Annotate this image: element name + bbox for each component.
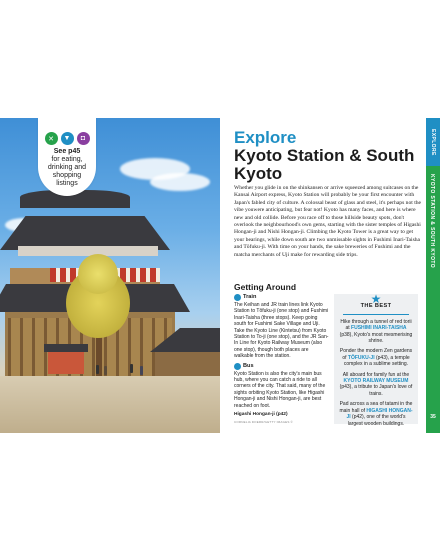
best-item-text: Hike through a tunnel of red torii at bbox=[340, 318, 412, 332]
see-line: for eating, bbox=[51, 156, 83, 163]
getting-around-column bbox=[234, 294, 329, 425]
the-best-title: THE BEST bbox=[360, 303, 392, 310]
bus-subheading: Bus bbox=[243, 362, 254, 369]
book-spread bbox=[0, 118, 440, 433]
photo-credit: CORNELIA DOERR/GETTY IMAGES © bbox=[234, 419, 293, 424]
shopping-bag-icon: ◘ bbox=[77, 132, 90, 145]
bus-icon bbox=[234, 363, 241, 370]
best-item-link[interactable]: FUSHIMI INARI-TAISHA bbox=[351, 325, 407, 332]
star-icon: ★ bbox=[370, 292, 382, 306]
tab-region-label: KYOTO STATION & SOUTH KYOTO bbox=[429, 174, 435, 269]
cocktail-icon: ▼ bbox=[61, 132, 74, 145]
best-item-link[interactable]: HIGASHI HONGAN-JI bbox=[346, 407, 413, 421]
tab-explore[interactable] bbox=[426, 118, 440, 166]
best-item-text: All aboard for family fun at the bbox=[342, 371, 410, 378]
best-item bbox=[334, 348, 418, 367]
best-item bbox=[334, 372, 418, 398]
train-icon bbox=[234, 294, 241, 301]
tab-explore-label: EXPLORE bbox=[430, 128, 436, 156]
train-text: The Keihan and JR train lines link Kyoto Station to Tōfuku-ji (one stop) and Fushimi Inari-Taisha (three stops). Keep going south for Fushimi Sake Village and Uji. Take the Kyoto Line (Kintetsu) from Kyoto Station to To-ji (one stop), and the JR San-In Line for Kyoto Railway Museum (also one stop), though both places are walkable from the station. bbox=[234, 302, 329, 360]
best-item bbox=[334, 319, 418, 345]
best-item-link[interactable]: TŌFUKU-JI bbox=[347, 354, 375, 361]
train-subheading: Train bbox=[243, 294, 257, 301]
see-line: listings bbox=[56, 180, 78, 187]
see-line: shopping bbox=[52, 172, 82, 179]
page-number: 35 bbox=[430, 414, 436, 420]
best-item-text: (p43), a tribute to Japan's love of trains. bbox=[339, 384, 413, 397]
see-reference-box bbox=[38, 118, 96, 196]
cutlery-icon: ✕ bbox=[45, 132, 58, 145]
getting-around-heading: Getting Around bbox=[234, 282, 297, 292]
intro-paragraph: Whether you glide in on the shinkansen or arrive squeezed among suitcases on the Kansai Airport express, Kyoto Station will probably be your first encounter with Japan's fabled city of culture. A colossal beast of glass and steel, it's perhaps not the vibe youwere anticipating, but fear not! Kyoto has many faces, and here is where new and old collide. Before you race off to those hillside beauty spots, don't overlook the neighbourhood's own gems, starting with the sister temples of Higashi Hongan-ji and Nishi Hongan-ji. Climbing the Kyoto Tower is a great way to get your bearings, while down south are two unmissable sights in Fushimi Inari-Taisha and Tōfuku-ji. With time on your hands, the sake breweries of Fushimi and the matcha merchants of Uji make for rewarding side trips. bbox=[234, 185, 422, 258]
best-item-text: Pad across a sea of tatami in the main hall of bbox=[339, 401, 413, 414]
best-item-text: (p43), a temple complex in a sublime setting. bbox=[343, 354, 410, 368]
page-title: Kyoto Station & South Kyoto bbox=[234, 146, 415, 183]
temple-photo bbox=[0, 118, 220, 433]
see-page-ref[interactable]: See p45 bbox=[53, 148, 81, 155]
best-item bbox=[334, 401, 418, 427]
best-item-text: Ponder the modern Zen gardens of bbox=[339, 348, 413, 361]
best-item-text: (p42), one of the world's largest wooden buildings. bbox=[347, 414, 406, 427]
tab-region[interactable] bbox=[426, 166, 440, 433]
explore-heading: Explore bbox=[234, 128, 297, 147]
the-best-box bbox=[334, 292, 418, 427]
text-page bbox=[228, 118, 426, 433]
divider bbox=[343, 314, 409, 315]
bus-text: Kyoto Station is also the city's main bus hub, where you can catch a ride to all corners of the city. That said, many of the sights orbiting Kyoto Station, like Higashi Hongan-ji and Nishi Hongan-ji, are best reached on foot. bbox=[234, 370, 326, 409]
see-line: drinking and bbox=[47, 164, 87, 171]
best-item-link[interactable]: KYOTO RAILWAY MUSEUM bbox=[343, 378, 409, 385]
best-item-text: (p38), Kyoto's most mesmerising shrine. bbox=[339, 331, 413, 345]
photo-caption: Higashi Hongan-ji (p42) bbox=[234, 412, 288, 418]
